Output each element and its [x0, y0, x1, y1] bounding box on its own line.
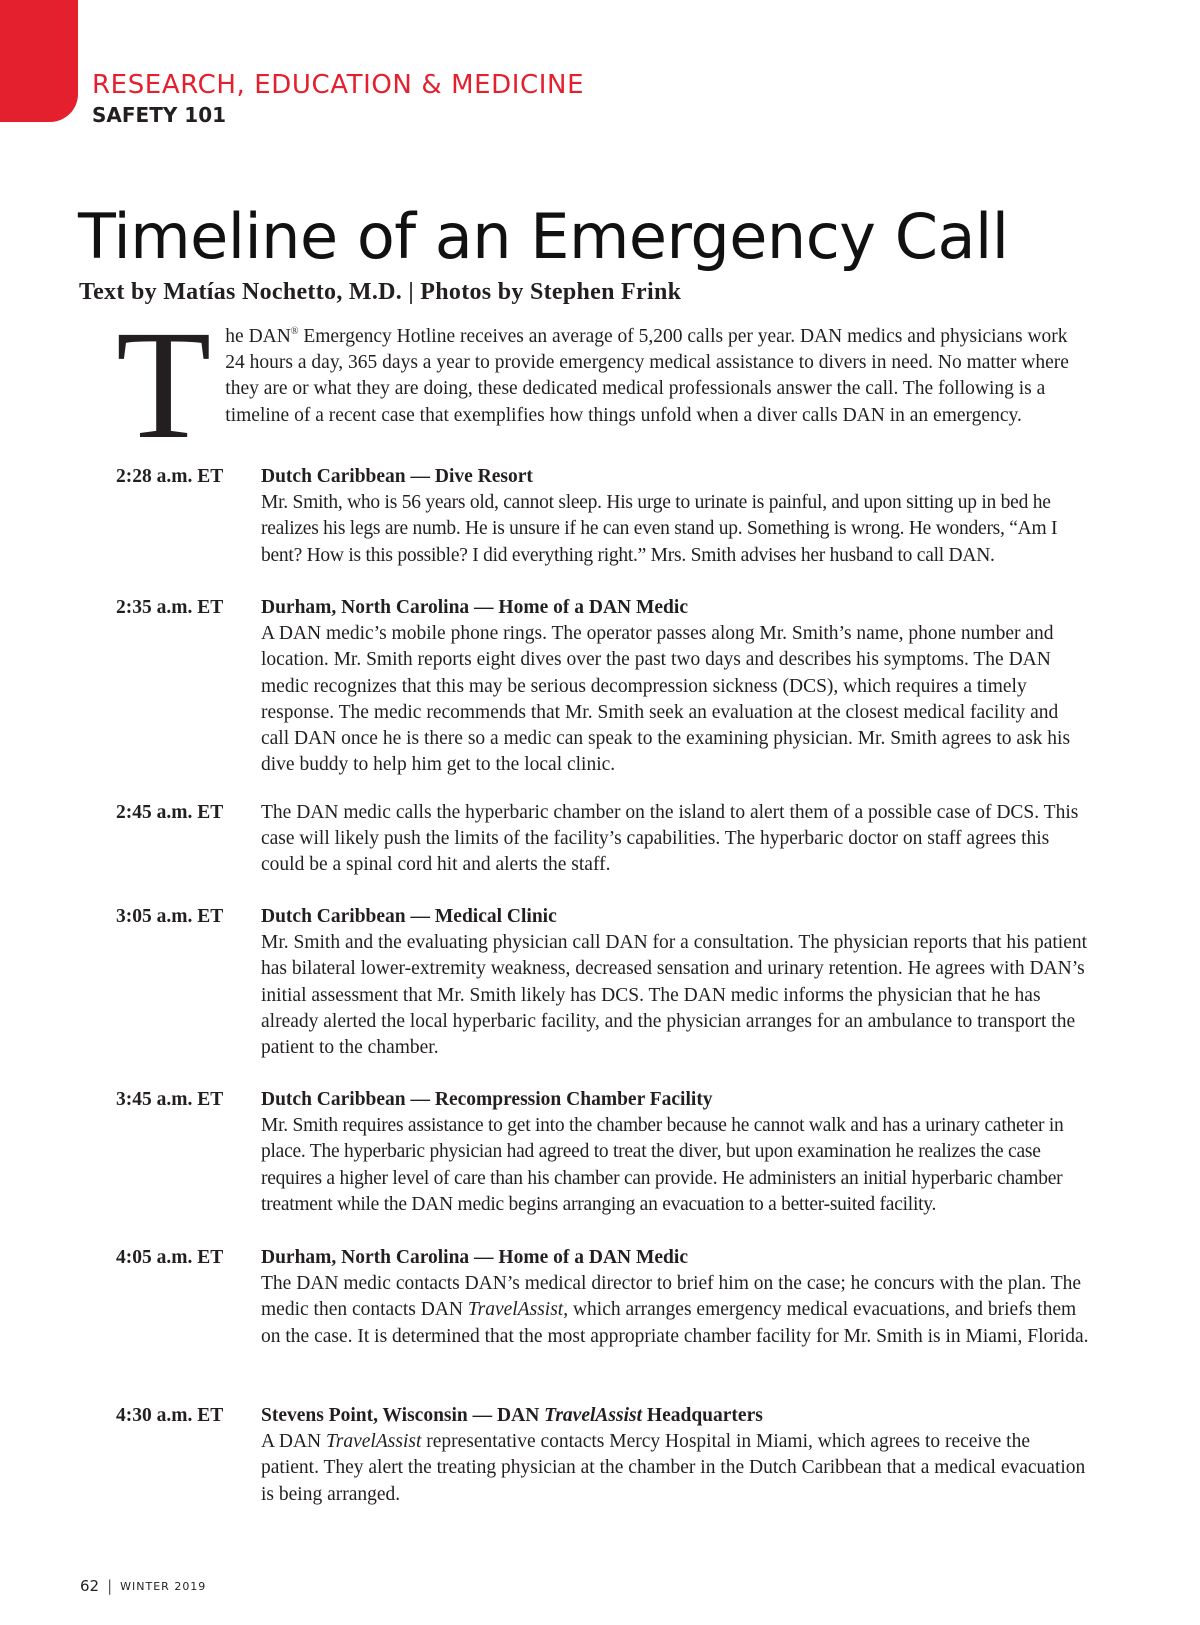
- page-footer: [80, 1578, 206, 1594]
- entry-text: Mr. Smith, who is 56 years old, cannot sleep. His urge to urinate is painful, and upon sitting up in bed he realizes his legs are numb. He is unsure if he can even stand up. Something is wrong. He wonders, “Am I bent? How is this possible? I did everything right.” Mrs. Smith advises her husband to call DAN.: [261, 492, 1058, 566]
- entry-location: Dutch Caribbean — Dive Resort: [261, 466, 533, 487]
- travelassist-name: TravelAssist: [544, 1405, 643, 1426]
- entry-time: 4:30 a.m. ET: [116, 1405, 224, 1426]
- entry-location-part: Stevens Point, Wisconsin — DAN: [261, 1405, 545, 1426]
- entry-text-part: representative contacts Mercy Hospital in Miami, which agrees to receive the patient. They alert the treating physician at the chamber in the Dutch Caribbean that a medical evacuation is being arranged.: [261, 1431, 1086, 1505]
- section-label: RESEARCH, EDUCATION & MEDICINE: [92, 70, 585, 100]
- entry-text-part: The DAN medic contacts DAN’s medical director to brief him on the case; he concurs with the plan. The medic then contacts DAN: [261, 1273, 1082, 1321]
- entry-time: 2:35 a.m. ET: [116, 597, 224, 618]
- issue-label: WINTER 2019: [120, 1580, 207, 1593]
- page-number: 62: [80, 1577, 100, 1595]
- registered-mark: ®: [290, 326, 299, 337]
- intro-lead: he DAN: [225, 326, 291, 347]
- entry-text-part: , which arranges emergency medical evacuations, and briefs them on the case. It is determined that the most appropriate chamber facility for Mr. Smith is in Miami, Florida.: [261, 1299, 1089, 1347]
- entry-text: Mr. Smith and the evaluating physician call DAN for a consultation. The physician reports that his patient has bilateral lower-extremity weakness, decreased sensation and urinary retention. He agrees with DAN’s initial assessment that Mr. Smith likely has DCS. The DAN medic informs the physician that he has already alerted the local hyperbaric facility, and the physician arranges for an ambulance to transport the patient to the chamber.: [261, 932, 1088, 1059]
- entry-text-part: A DAN: [261, 1431, 327, 1453]
- entry-time: 4:05 a.m. ET: [116, 1247, 224, 1268]
- entry-text: [261, 1429, 1091, 1508]
- entry-text: Mr. Smith requires assistance to get into the chamber because he cannot walk and has a urinary catheter in place. The hyperbaric physician had agreed to treat the diver, but upon examination he realizes the case requires a higher level of care than his chamber can provide. He administers an initial hyperbaric chamber treatment while the DAN medic begins arranging an evacuation to a better-suited facility.: [261, 1115, 1064, 1215]
- drop-cap: T: [116, 298, 212, 471]
- entry-text: A DAN medic’s mobile phone rings. The operator passes along Mr. Smith’s name, phone number and location. Mr. Smith reports eight dives over the past two days and describes his symptoms. The DAN medic recognizes that this may be serious decompression sickness (DCS), which requires a timely response. The medic recommends that Mr. Smith seek an evaluation at the closest medical facility and call DAN once he is there so a medic can speak to the examining physician. Mr. Smith agrees to ask his dive buddy to help him get to the local clinic.: [261, 623, 1071, 776]
- travelassist-name: TravelAssist: [326, 1431, 422, 1453]
- entry-body: [261, 595, 1091, 778]
- entry-body: [261, 464, 1091, 569]
- travelassist-name: TravelAssist: [467, 1299, 564, 1321]
- entry-location: [261, 1403, 1091, 1429]
- entry-time: 2:45 a.m. ET: [116, 802, 224, 823]
- intro-body: Emergency Hotline receives an average of 5,200 calls per year. DAN medics and physicians work 24 hours a day, 365 days a year to provide emergency medical assistance to divers in need. No matter where they are or what they are doing, these dedicated medical professionals answer the call. The following is a timeline of a recent case that exemplifies how things unfold when a diver calls DAN in an emergency.: [225, 326, 1069, 426]
- entry-body: [261, 1087, 1091, 1218]
- subsection-label: SAFETY 101: [92, 103, 227, 127]
- entry-location-part: Headquarters: [642, 1405, 763, 1426]
- entry-time: 3:05 a.m. ET: [116, 906, 224, 927]
- intro-paragraph: [116, 298, 1091, 471]
- entry-time: 2:28 a.m. ET: [116, 466, 224, 487]
- entry-location: Durham, North Carolina — Home of a DAN Medic: [261, 597, 688, 618]
- entry-location: Dutch Caribbean — Recompression Chamber Facility: [261, 1089, 713, 1110]
- entry-body: [261, 1245, 1091, 1350]
- section-color-tab: [0, 0, 78, 122]
- entry-location: Durham, North Carolina — Home of a DAN Medic: [261, 1247, 688, 1268]
- intro-text: [116, 324, 1091, 429]
- entry-location: Dutch Caribbean — Medical Clinic: [261, 906, 557, 927]
- entry-body: [261, 1403, 1091, 1508]
- entry-body: [261, 800, 1091, 879]
- footer-separator: |: [107, 1577, 113, 1595]
- entry-text: [261, 1271, 1091, 1350]
- entry-time: 3:45 a.m. ET: [116, 1089, 224, 1110]
- entry-body: [261, 904, 1091, 1061]
- article-byline: Text by Matías Nochetto, M.D. | Photos by Stephen Frink: [79, 279, 682, 305]
- entry-text: The DAN medic calls the hyperbaric chamber on the island to alert them of a possible case of DCS. This case will likely push the limits of the facility’s capabilities. The hyperbaric doctor on staff agrees this could be a spinal cord hit and alerts the staff.: [261, 802, 1079, 876]
- article-title: Timeline of an Emergency Call: [78, 200, 1009, 273]
